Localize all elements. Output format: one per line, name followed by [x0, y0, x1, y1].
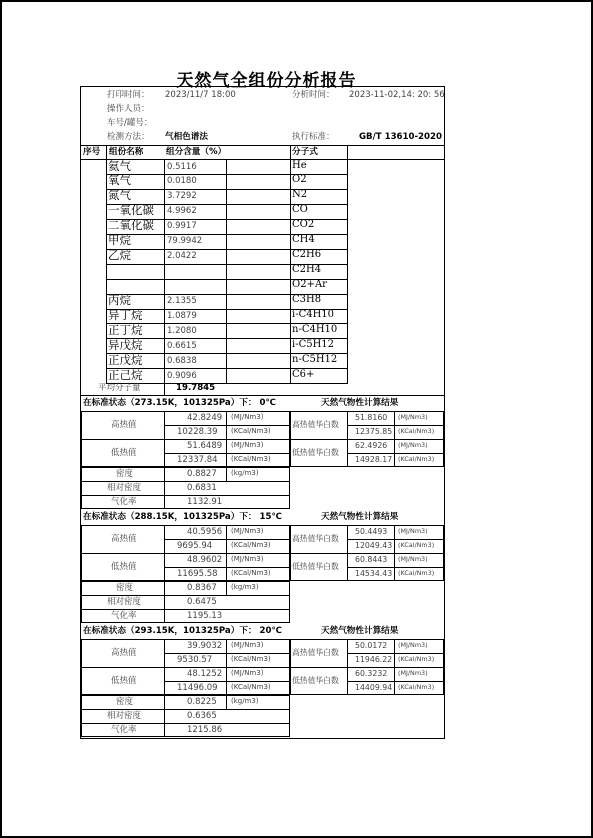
hhv-label: 高热值	[111, 648, 137, 658]
unit-mj: (MJ/Nm3)	[231, 641, 264, 649]
unit-mj: (MJ/Nm3)	[231, 669, 264, 677]
column-divider	[164, 525, 165, 581]
density-label: 密度	[116, 697, 134, 707]
component-formula: n-C4H10	[292, 323, 338, 335]
print-time-label: 打印时间：	[107, 90, 150, 100]
column-divider	[226, 639, 227, 695]
component-value: 0.6838	[167, 355, 197, 366]
component-formula: He	[292, 159, 307, 171]
lhv-mj-value: 51.6489	[187, 441, 223, 451]
standard-label: 执行标准：	[292, 132, 335, 142]
lhv-wobbe-label: 低热值华白数	[292, 562, 339, 571]
vehicle-label: 车号/罐号：	[107, 118, 153, 128]
analysis-time-value: 2023-11-02,14: 20: 56	[349, 90, 445, 100]
row-divider	[81, 439, 290, 440]
hhv-wobbe-mj-value: 51.8160	[355, 413, 388, 422]
unit-kcal: (KCal/Nm3)	[231, 569, 271, 577]
col-header-seq: 序号	[83, 147, 101, 157]
composition-header-bottom	[81, 159, 444, 160]
lhv-wobbe-mj-value: 60.3232	[355, 669, 388, 678]
component-name: 正戊烷	[108, 352, 143, 367]
component-row-divider	[106, 383, 348, 384]
hhv-wobbe-mj-value: 50.0172	[355, 641, 388, 650]
density-label: 密度	[116, 469, 134, 479]
row-divider	[81, 723, 290, 724]
component-value: 0.9096	[167, 370, 197, 381]
row-divider	[81, 481, 290, 482]
avg-mw-bottom	[81, 395, 444, 396]
component-name: 氧气	[108, 173, 131, 188]
unit-mj: (MJ/Nm3)	[398, 555, 428, 563]
column-divider	[394, 639, 395, 695]
content-column-divider	[226, 159, 227, 383]
column-divider	[164, 639, 165, 695]
lhv-wobbe-label: 低热值华白数	[292, 676, 339, 685]
row-divider	[347, 425, 444, 426]
calc-results-title: 天然气物性计算结果	[321, 512, 399, 522]
col-header-name: 组份名称	[109, 147, 144, 157]
component-formula: CO	[292, 204, 308, 216]
operator-label: 操作人员：	[107, 104, 150, 114]
gasification-label: 气化率	[111, 725, 137, 735]
hhv-wobbe-kcal-value: 11946.22	[355, 655, 393, 664]
unit-kcal: (KCal/Nm3)	[231, 541, 271, 549]
hhv-kcal-value: 10228.39	[177, 427, 218, 437]
col-header-content: 组分含量（%）	[166, 147, 227, 157]
unit-kcal: (KCal/Nm3)	[398, 427, 435, 435]
method-value: 气相色谱法	[165, 132, 208, 142]
unit-kg: (kg/m3)	[231, 469, 259, 477]
column-divider	[394, 411, 395, 467]
row-divider	[81, 553, 290, 554]
component-value: 0.6615	[167, 340, 197, 351]
density-value: 0.8367	[187, 583, 217, 593]
analysis-time-label: 分析时间：	[292, 90, 335, 100]
unit-kcal: (KCal/Nm3)	[398, 455, 435, 463]
condition-header: 在标准状态（293.15K，101325Pa）下： 20℃	[83, 626, 282, 636]
row-divider	[81, 709, 290, 710]
component-value: 3.7292	[167, 191, 197, 202]
component-name: 异丁烷	[108, 308, 143, 322]
column-divider	[226, 525, 227, 581]
column-divider	[226, 695, 227, 709]
density-value: 0.8827	[187, 469, 217, 479]
row-divider	[347, 539, 444, 540]
lhv-wobbe-label: 低热值华白数	[292, 448, 339, 457]
component-formula: O2+Ar	[292, 279, 327, 291]
formula-column-right	[347, 145, 348, 383]
component-formula: CH4	[292, 234, 315, 246]
seq-column-divider	[106, 145, 107, 159]
unit-kcal: (KCal/Nm3)	[398, 683, 435, 691]
row-divider	[164, 425, 290, 426]
component-row-divider	[106, 174, 348, 175]
lhv-wobbe-mj-value: 60.8443	[355, 555, 388, 564]
lhv-kcal-value: 11496.09	[177, 683, 218, 693]
hhv-wobbe-label: 高热值华白数	[292, 648, 339, 657]
unit-kg: (kg/m3)	[231, 583, 259, 591]
unit-mj: (MJ/Nm3)	[398, 413, 428, 421]
column-divider	[164, 581, 165, 623]
unit-kcal: (KCal/Nm3)	[231, 427, 271, 435]
component-value: 2.1355	[167, 296, 197, 307]
hhv-wobbe-mj-value: 50.4493	[355, 527, 388, 536]
unit-mj: (MJ/Nm3)	[231, 441, 264, 449]
density-value: 0.8225	[187, 697, 217, 707]
unit-mj: (MJ/Nm3)	[398, 669, 428, 677]
component-formula: C2H6	[292, 249, 322, 261]
component-name: 异戊烷	[108, 337, 143, 352]
row-divider	[164, 681, 290, 682]
formula-column-left	[290, 145, 291, 383]
component-value: 1.2080	[167, 325, 197, 336]
condition-header: 在标准状态（288.15K，101325Pa）下： 15℃	[83, 512, 282, 522]
unit-kcal: (KCal/Nm3)	[398, 655, 435, 663]
row-divider	[164, 567, 290, 568]
lhv-kcal-value: 11695.58	[177, 569, 218, 579]
hhv-wobbe-kcal-value: 12049.43	[355, 541, 393, 550]
component-value: 0.0180	[167, 176, 197, 187]
col-header-formula: 分子式	[292, 147, 318, 157]
component-formula: C2H4	[292, 264, 322, 276]
component-name: 甲烷	[108, 233, 131, 248]
lhv-wobbe-mj-value: 62.4926	[355, 441, 388, 450]
lhv-mj-value: 48.9602	[187, 555, 223, 565]
relative-density-value: 0.6475	[187, 597, 217, 607]
column-divider	[226, 581, 227, 595]
hhv-wobbe-label: 高热值华白数	[292, 420, 339, 429]
unit-mj: (MJ/Nm3)	[231, 555, 264, 563]
component-formula: O2	[292, 174, 307, 186]
unit-kcal: (KCal/Nm3)	[231, 683, 271, 691]
name-column-right	[164, 159, 165, 383]
hhv-kcal-value: 9695.94	[177, 541, 213, 551]
method-label: 检测方法：	[107, 132, 150, 142]
hhv-label: 高热值	[111, 534, 137, 544]
unit-mj: (MJ/Nm3)	[231, 413, 264, 421]
row-divider	[164, 453, 290, 454]
hhv-mj-value: 42.8249	[187, 413, 223, 423]
column-divider	[347, 525, 348, 581]
unit-mj: (MJ/Nm3)	[398, 641, 428, 649]
column-divider	[226, 411, 227, 467]
row-divider	[81, 609, 290, 610]
row-divider	[290, 667, 444, 668]
component-formula: N2	[292, 189, 308, 201]
column-divider	[164, 411, 165, 467]
lhv-mj-value: 48.1252	[187, 669, 223, 679]
component-formula: i-C5H12	[292, 338, 335, 350]
gasification-label: 气化率	[111, 497, 137, 507]
lhv-wobbe-kcal-value: 14928.17	[355, 455, 393, 464]
row-divider	[81, 595, 290, 596]
report-frame	[80, 86, 445, 739]
lhv-label: 低热值	[111, 448, 137, 458]
component-value: 1.0879	[167, 311, 197, 321]
component-name: 乙烷	[108, 248, 131, 263]
component-name: 二氧化碳	[108, 218, 154, 233]
relative-density-label: 相对密度	[107, 597, 142, 607]
row-divider	[347, 453, 444, 454]
calc-results-title: 天然气物性计算结果	[321, 626, 399, 636]
density-label: 密度	[116, 583, 134, 593]
lhv-kcal-value: 12337.84	[177, 455, 218, 465]
calc-results-title: 天然气物性计算结果	[321, 398, 399, 408]
gasification-value: 1132.91	[187, 497, 223, 507]
component-value: 2.0422	[167, 251, 197, 262]
hhv-mj-value: 40.5956	[187, 527, 223, 537]
gasification-value: 1195.13	[187, 611, 223, 621]
hhv-kcal-value: 9530.57	[177, 655, 213, 665]
lhv-wobbe-kcal-value: 14409.94	[355, 683, 393, 692]
composition-header-top	[81, 145, 444, 146]
hhv-label: 高热值	[111, 420, 137, 430]
column-divider	[347, 639, 348, 695]
component-row-divider	[106, 189, 348, 190]
component-name: 正丁烷	[108, 322, 143, 337]
relative-density-value: 0.6365	[187, 711, 217, 721]
lhv-wobbe-kcal-value: 14534.43	[355, 569, 393, 578]
relative-density-label: 相对密度	[107, 711, 142, 721]
unit-kcal: (KCal/Nm3)	[398, 541, 435, 549]
gasification-label: 气化率	[111, 611, 137, 621]
gasification-value: 1215.86	[187, 725, 223, 735]
component-value: 4.9962	[167, 206, 197, 217]
unit-kcal: (KCal/Nm3)	[231, 455, 271, 463]
component-value: 0.5116	[167, 161, 197, 172]
hhv-mj-value: 39.9032	[187, 641, 223, 651]
component-value: 0.9917	[167, 221, 197, 232]
standard-value: GB/T 13610-2020	[359, 132, 442, 142]
component-value: 79.9942	[167, 236, 203, 247]
hhv-wobbe-kcal-value: 12375.85	[355, 427, 393, 436]
unit-mj: (MJ/Nm3)	[231, 527, 264, 535]
lhv-label: 低热值	[111, 562, 137, 572]
unit-mj: (MJ/Nm3)	[398, 441, 428, 449]
row-divider	[81, 495, 290, 496]
unit-kg: (kg/m3)	[231, 697, 259, 705]
row-divider	[347, 681, 444, 682]
row-divider	[290, 553, 444, 554]
avg-mw-divider	[164, 383, 165, 395]
component-name: 正己烷	[108, 367, 143, 382]
row-divider	[81, 667, 290, 668]
column-divider	[394, 525, 395, 581]
row-divider	[347, 653, 444, 654]
avg-mw-label: 平均分子量	[98, 383, 141, 394]
unit-mj: (MJ/Nm3)	[398, 527, 428, 535]
row-divider	[164, 539, 290, 540]
component-formula: CO2	[292, 219, 315, 231]
component-formula: C3H8	[292, 294, 322, 306]
component-name: 丙烷	[108, 293, 131, 308]
avg-mw-value: 19.7845	[176, 383, 216, 394]
column-divider	[164, 467, 165, 509]
component-name: 一氧化碳	[108, 203, 154, 218]
row-divider	[290, 439, 444, 440]
component-name: 氦气	[108, 158, 131, 173]
unit-kcal: (KCal/Nm3)	[398, 569, 435, 577]
row-divider	[164, 653, 290, 654]
report-title: 天然气全组份分析报告	[176, 71, 357, 91]
column-divider	[347, 411, 348, 467]
column-divider	[164, 695, 165, 737]
unit-kcal: (KCal/Nm3)	[231, 655, 271, 663]
row-divider	[347, 567, 444, 568]
component-name: 氮气	[108, 188, 131, 203]
column-divider	[226, 467, 227, 481]
print-time-value: 2023/11/7 18:00	[165, 90, 236, 100]
hhv-wobbe-label: 高热值华白数	[292, 534, 339, 543]
component-formula: C6+	[292, 368, 315, 380]
lhv-label: 低热值	[111, 676, 137, 686]
relative-density-value: 0.6831	[187, 483, 217, 493]
name-column-left	[106, 159, 107, 383]
component-formula: n-C5H12	[292, 353, 338, 365]
condition-header: 在标准状态（273.15K，101325Pa）下： 0℃	[83, 398, 276, 408]
relative-density-label: 相对密度	[107, 483, 142, 493]
component-formula: i-C4H10	[292, 309, 335, 320]
